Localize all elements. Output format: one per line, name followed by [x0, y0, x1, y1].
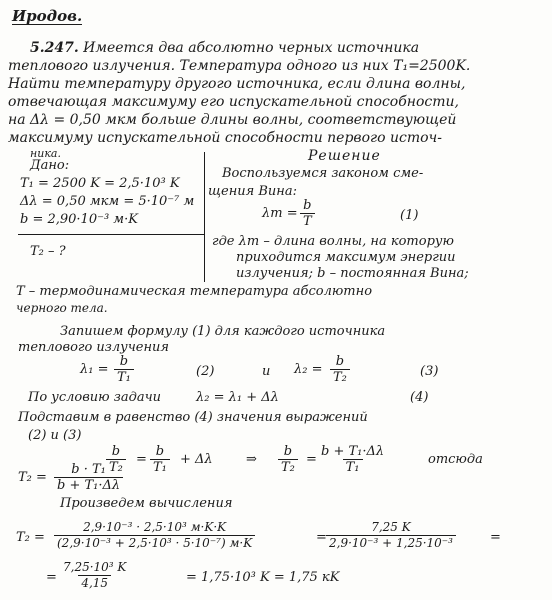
eq5-eq: =	[136, 452, 147, 467]
problem-line-1: 5.247. Имеется два абсолютно черных источника	[30, 40, 420, 56]
result-fraction: $\frac{\text{b · T₁}}{\text{b + T₁·Δλ}}$	[54, 462, 123, 493]
wien-lhs: λm =	[262, 206, 298, 221]
subst-line-1: Подставим в равенство (4) значения выражений	[18, 410, 368, 425]
eq5-frac-1: $\frac{b}{\text{T₂}}$	[106, 444, 126, 475]
eq3-fraction: $\frac{b}{\text{T₂}}$	[330, 354, 350, 385]
eq5-plus: + Δλ	[180, 452, 213, 467]
calc-eq1: =	[316, 530, 327, 545]
calc-frac-2: $\frac{7,25 K}{\text{2,9·10⁻³ + 1,25·10⁻³}}$	[326, 520, 456, 551]
calc-tail: = 1,75·10³ K = 1,75 кK	[186, 570, 340, 585]
conjunction: и	[262, 364, 271, 379]
calc-title: Произведем вычисления	[60, 496, 233, 511]
calc-lhs: T₂ =	[16, 530, 45, 545]
given-separator	[18, 234, 204, 235]
given-dlambda: Δλ = 0,50 мкм = 5·10⁻⁷ м	[20, 194, 195, 209]
problem-line-2: теплового излучения. Температура одного из них T₁=2500K.	[8, 58, 471, 74]
eq2-fraction: $\frac{b}{\text{T₁}}$	[114, 354, 134, 385]
eq-tag-1: (1)	[400, 208, 419, 223]
eq-tag-2: (2)	[196, 364, 215, 379]
expl-line-4: T – термодинамическая температура абсолютно	[16, 284, 373, 299]
eq5-eq2: =	[306, 452, 317, 467]
wien-fraction: $\frac{b}{T}$	[300, 198, 315, 229]
solution-intro-2: щения Вина:	[208, 184, 298, 199]
problem-line-7: ника.	[30, 147, 61, 160]
problem-number: 5.247.	[30, 40, 79, 56]
eq3-lhs: λ₂ =	[294, 362, 323, 377]
problem-line-5: на Δλ = 0,50 мкм больше длины волны, соответствующей	[8, 112, 457, 128]
problem-line-6: максимуму испускательной способности первого источ-	[8, 130, 442, 146]
eq5-frac-3: $\frac{b}{\text{T₂}}$	[278, 444, 298, 475]
subst-line-2: (2) и (3)	[28, 428, 82, 443]
expl-line-5: черного тела.	[16, 301, 108, 315]
calc-frac-1: 2,9·10⁻³ · 2,5·10³ м·K·K (2,9·10⁻³ + 2,5·10³ · 5·10⁻⁷) м·K	[54, 520, 255, 551]
eq5-frac-4: $\frac{\text{b + T₁·Δλ}}{\text{T₁}}$	[321, 444, 385, 475]
given-vertical-rule	[204, 152, 205, 282]
given-b: b = 2,90·10⁻³ м·K	[20, 212, 138, 227]
calc-eq3: =	[46, 570, 57, 585]
expl-line-3: излучения; b – постоянная Вина;	[236, 266, 469, 281]
expl-line-1: где λm – длина волны, на которую	[212, 234, 454, 249]
calc-eq2: =	[490, 530, 501, 545]
result-lhs: T₂ =	[18, 470, 47, 485]
given-t1: T₁ = 2500 K = 2,5·10³ K	[20, 176, 180, 191]
solution-title: Решение	[308, 148, 381, 164]
problem-line-3: Найти температуру другого источника, если длина волны,	[8, 76, 466, 92]
author-heading: Иродов.	[12, 7, 83, 25]
eq-tag-3: (3)	[420, 364, 439, 379]
apply-line-1: Запишем формулу (1) для каждого источника	[60, 324, 386, 339]
condition-text: По условию задачи	[28, 390, 162, 405]
apply-line-2: теплового излучения	[18, 340, 170, 355]
expl-line-2: приходится максимум энергии	[236, 250, 456, 265]
problem-line-4: отвечающая максимуму его испускательной способности,	[8, 94, 460, 110]
eq5-hence: отсюда	[428, 452, 483, 467]
eq-tag-4: (4)	[410, 390, 429, 405]
eq5-arrow: ⇒	[246, 452, 257, 467]
given-title: Дано:	[30, 158, 70, 173]
calc-frac-3: $\frac{\text{7,25·10³ K}}{4,15}$	[63, 560, 127, 590]
eq2-lhs: λ₁ =	[80, 362, 109, 377]
eq5-frac-2: $\frac{b}{\text{T₁}}$	[150, 444, 170, 475]
find-t2: T₂ – ?	[30, 244, 66, 259]
condition-eq: λ₂ = λ₁ + Δλ	[196, 390, 279, 405]
solution-intro-1: Воспользуемся законом сме-	[222, 166, 424, 181]
